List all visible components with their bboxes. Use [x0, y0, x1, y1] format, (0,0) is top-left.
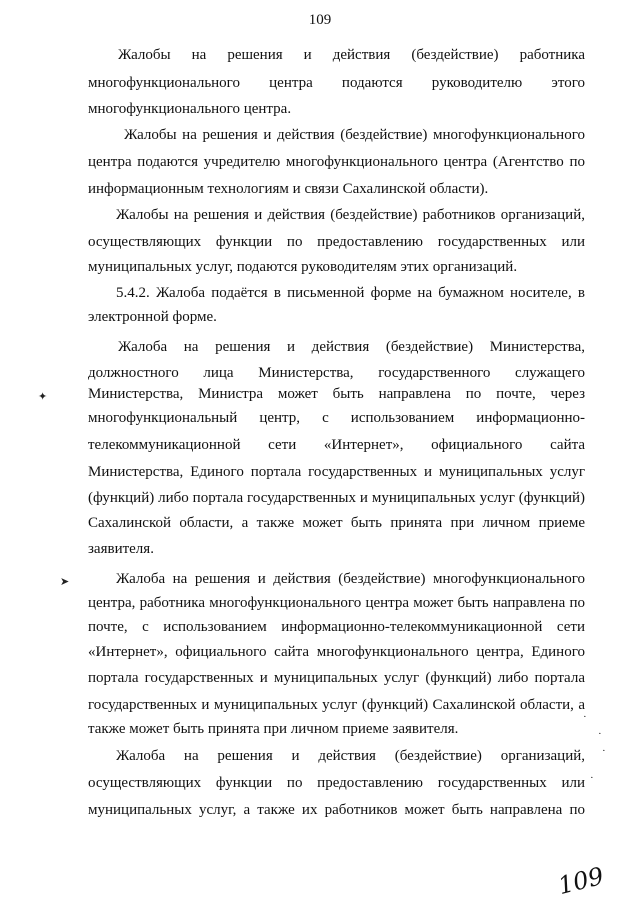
margin-mark-icon: ✦: [38, 391, 48, 403]
text-line: заявителя.: [88, 541, 154, 557]
text-line: Жалоба на решения и действия (бездействие) Министерства,: [118, 339, 585, 355]
speck-icon: ·: [583, 711, 587, 723]
text-line: государственных и муниципальных услуг (функций) Сахалинской области, а: [88, 697, 585, 713]
text-line: центра, работника многофункционального центра может быть направлена по: [88, 595, 585, 611]
text-line: Жалоба на решения и действия (бездействие) многофункционального: [116, 571, 585, 587]
text-line: Жалобы на решения и действия (бездействие) работников организаций,: [116, 207, 585, 223]
page-number: 109: [308, 12, 332, 28]
text-line: многофункциональный центр, с использованием информационно-: [88, 410, 585, 426]
text-line: должностного лица Министерства, государственного служащего: [88, 365, 585, 381]
text-line: также может быть принята при личном приеме заявителя.: [88, 721, 459, 737]
margin-mark-icon: ➤: [60, 576, 70, 588]
text-line: муниципальных услуг, подаются руководителям этих организаций.: [88, 259, 518, 275]
text-line: центра подаются учредителю многофункционального центра (Агентство по: [88, 154, 585, 170]
text-line: почте, с использованием информационно-телекоммуникационной сети: [88, 619, 585, 635]
speck-icon: ·: [598, 728, 602, 740]
text-line: Сахалинской области, а также может быть принята при личном приеме: [88, 515, 585, 531]
text-line: 5.4.2. Жалоба подаётся в письменной форме на бумажном носителе, в: [116, 285, 585, 301]
speck-icon: ·: [602, 745, 606, 757]
text-line: осуществляющих функции по предоставлению государственных или: [88, 775, 585, 791]
text-line: информационным технологиям и связи Сахалинской области).: [88, 181, 489, 197]
text-line: многофункционального центра подаются руководителю этого: [88, 75, 585, 91]
text-line: «Интернет», официального сайта многофункционального центра, Единого: [88, 644, 585, 660]
speck-icon: ·: [590, 772, 594, 784]
text-line: Министерства, Единого портала государственных и муниципальных услуг: [88, 464, 585, 480]
text-line: муниципальных услуг, а также их работников может быть направлена по: [88, 802, 585, 818]
text-line: многофункционального центра.: [88, 101, 292, 117]
text-line: (функций) либо портала государственных и муниципальных услуг (функций): [88, 490, 585, 506]
handwritten-page-number: 109: [555, 861, 607, 901]
text-line: Министерства, Министра может быть направлена по почте, через: [88, 386, 585, 402]
text-line: электронной форме.: [88, 309, 217, 325]
text-line: осуществляющих функции по предоставлению государственных или: [88, 234, 585, 250]
text-line: телекоммуникационной сети «Интернет», официального сайта: [88, 437, 585, 453]
text-line: портала государственных и муниципальных услуг (функций) либо портала: [88, 670, 585, 686]
text-line: Жалобы на решения и действия (бездействие) многофункционального: [124, 127, 585, 143]
text-line: Жалобы на решения и действия (бездействие) работника: [118, 47, 585, 63]
text-line: Жалоба на решения и действия (бездействие) организаций,: [116, 748, 585, 764]
